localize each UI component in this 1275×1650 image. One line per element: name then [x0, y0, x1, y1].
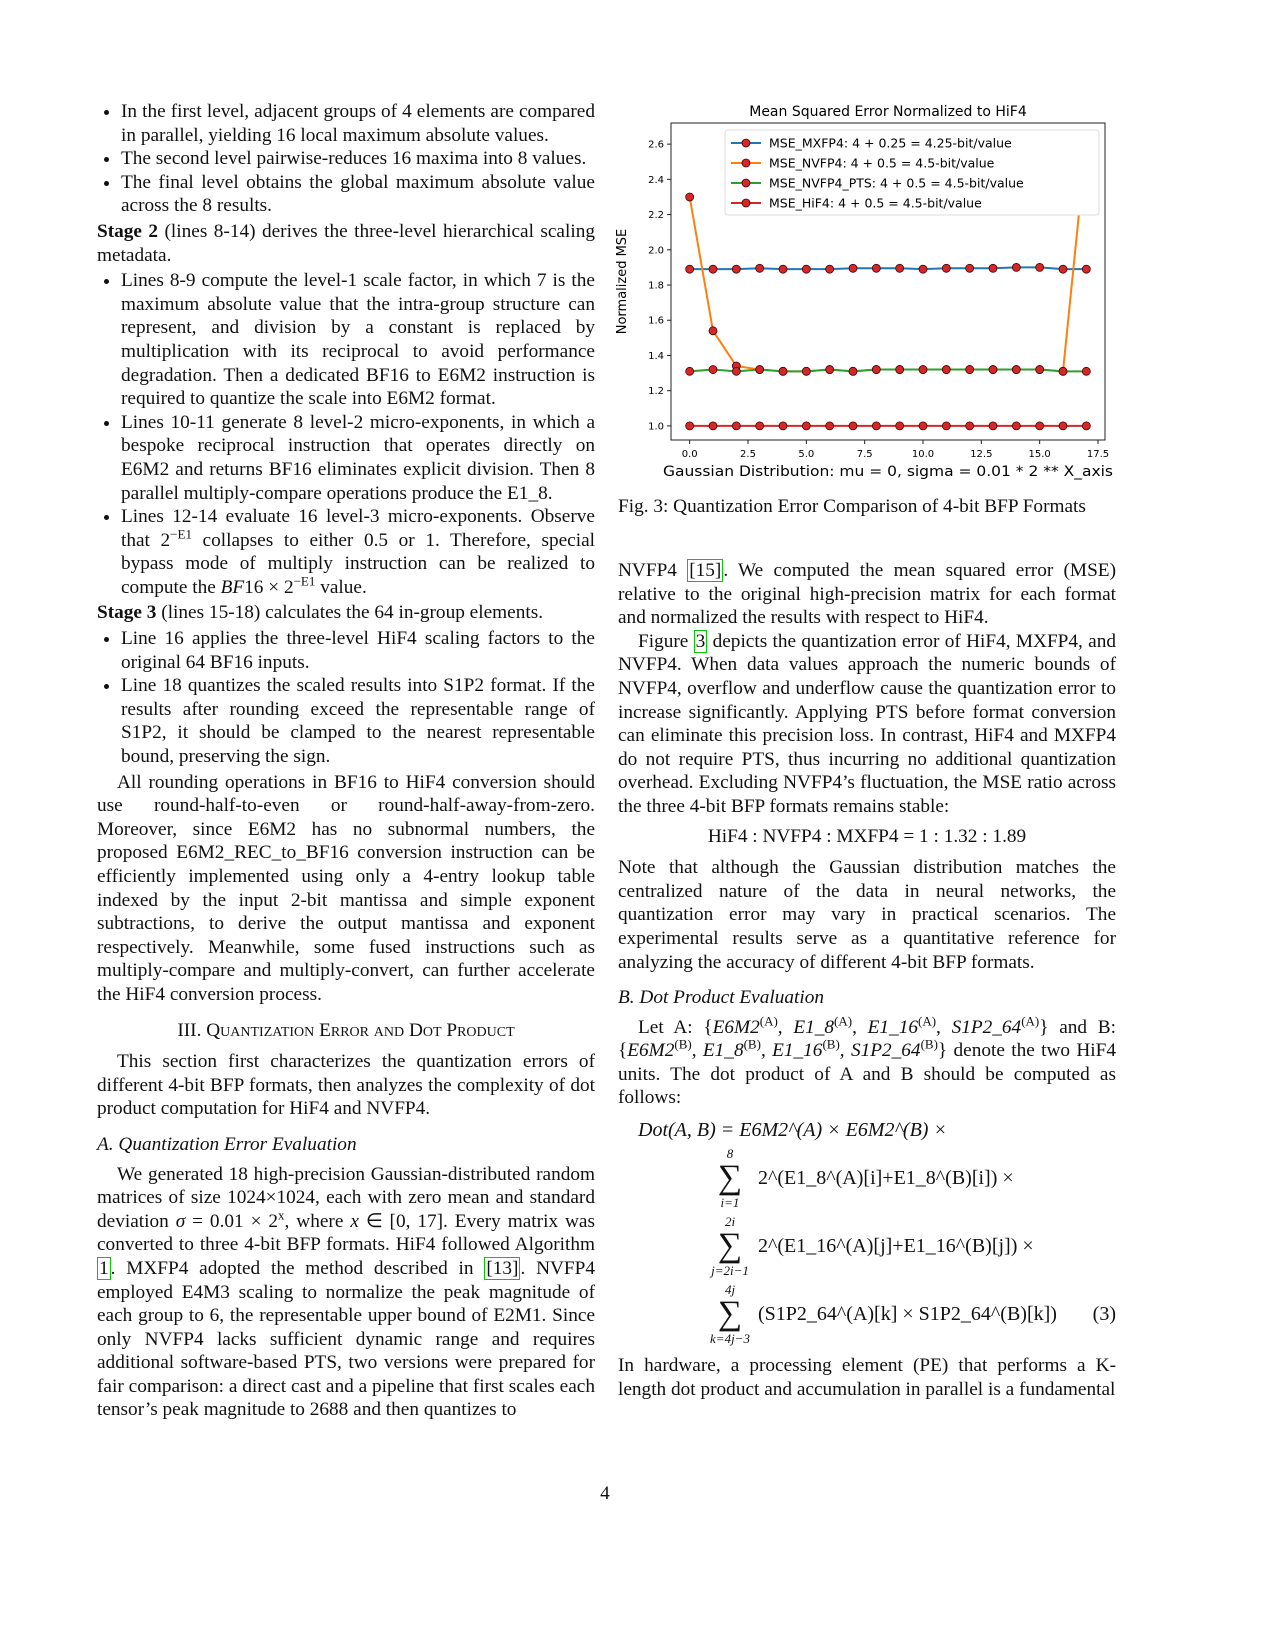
data-point — [942, 422, 950, 430]
data-point — [872, 366, 880, 374]
data-point — [1036, 263, 1044, 271]
text-run: } and B: { — [618, 1016, 1117, 1062]
text-run: S1P2_64 — [951, 1016, 1022, 1038]
data-point — [802, 422, 810, 430]
data-point — [942, 264, 950, 272]
text-run: NVFP4 — [618, 560, 688, 581]
equation-line: Dot(A, B) = E6M2^(A) × E6M2^(B) × — [638, 1119, 947, 1142]
subsection-heading — [97, 1133, 595, 1157]
data-point — [756, 366, 764, 374]
data-point — [709, 366, 717, 374]
text-run: (A) — [1021, 1013, 1040, 1029]
x-tick-label: 10.0 — [911, 449, 935, 460]
sum-block — [706, 1146, 754, 1210]
text-run: x — [278, 1207, 285, 1223]
text-run: E1_8 — [702, 1040, 744, 1062]
text-run: , — [691, 1040, 703, 1062]
reference-link[interactable]: 3 — [695, 630, 706, 652]
data-point — [849, 367, 857, 375]
paragraph — [97, 771, 595, 1007]
text-run: Stage 2 — [97, 220, 159, 242]
data-point — [802, 265, 810, 273]
text-run: B. Dot Product Evaluation — [618, 987, 824, 1009]
text-run: collapses to either 0.5 or 1. Therefore, special bypass mode of multiply instruction can be realized to compute the — [121, 529, 595, 598]
text-run: Figure — [638, 630, 694, 652]
y-tick-label: 1.2 — [648, 386, 664, 398]
paragraph — [618, 1013, 1117, 1110]
text-run: . MXFP4 adopted the method described in — [110, 1257, 485, 1279]
data-point — [1059, 265, 1067, 273]
text-run: Lines 12-14 evaluate 16 level-3 micro-exponents. Observe that 2 — [121, 506, 595, 551]
text-run: E1_16 — [772, 1040, 823, 1062]
data-point — [802, 367, 810, 375]
subsection-heading — [618, 986, 1116, 1010]
data-point — [709, 422, 717, 430]
data-point — [686, 422, 694, 430]
text-run: , — [839, 1040, 851, 1062]
text-run: The final level obtains the global maximum absolute value across the 8 results. — [121, 171, 595, 217]
data-point — [686, 265, 694, 273]
data-point — [1082, 265, 1090, 273]
figure-caption: Fig. 3: Quantization Error Comparison of 4-bit BFP Formats — [618, 496, 1086, 517]
data-point — [896, 264, 904, 272]
data-point — [966, 422, 974, 430]
sum-upper-bound: 2i — [724, 1214, 736, 1230]
data-point — [989, 422, 997, 430]
paragraph — [97, 220, 595, 267]
data-point — [849, 422, 857, 430]
text-run: (A) — [917, 1013, 937, 1029]
bullet-list — [97, 269, 595, 599]
right-column — [618, 559, 1116, 1401]
data-point — [1012, 366, 1020, 374]
data-point — [989, 366, 997, 374]
legend-label: MSE_NVFP4_PTS: 4 + 0.5 = 4.5-bit/value — [769, 175, 1024, 191]
text-run: ∈ [0, 17]. Every matrix was converted to three 4-bit BFP formats. HiF4 followed Algorithm — [97, 1210, 595, 1256]
equation-row — [706, 1214, 1116, 1278]
legend-label: MSE_HiF4: 4 + 0.5 = 4.5-bit/value — [769, 195, 982, 211]
x-tick-label: 2.5 — [740, 449, 756, 460]
data-point — [989, 264, 997, 272]
data-point — [872, 422, 880, 430]
text-run: Quantization Error and Dot Product — [206, 1019, 515, 1041]
text-run: , — [936, 1016, 952, 1038]
text-run: (B) — [743, 1036, 761, 1052]
x-tick-label: 5.0 — [798, 449, 815, 460]
text-run: Lines 8-9 compute the level-1 scale factor, in which 7 is the maximum absolute value that the intra-group structure can represent, and division by a constant is replaced by multiplication with its reciprocal to avoid performance degradation. Then a dedicated BF16 to E6M2 instruction is required to quantize the scale into E6M2 format. — [121, 270, 595, 410]
data-point — [826, 422, 834, 430]
text-run: (B) — [674, 1036, 692, 1052]
data-point — [686, 193, 694, 201]
data-point — [919, 265, 927, 273]
equation-3 — [618, 1118, 1116, 1346]
reference-link[interactable]: [13] — [486, 1257, 519, 1279]
data-point — [1082, 367, 1090, 375]
text-run: S1P2_64 — [850, 1040, 921, 1062]
paragraph — [97, 1050, 595, 1121]
x-axis-label: Gaussian Distribution: mu = 0, sigma = 0.01 * 2 ** X_axis — [663, 464, 1113, 480]
list-item — [121, 171, 595, 218]
text-run: A. Quantization Error Evaluation — [97, 1133, 357, 1155]
text-run: depicts the quantization error of HiF4, MXFP4, and NVFP4. When data values approach the numeric bounds of NVFP4, overflow and underflow cause the quantization error to increase significantly. Applying PTS before format conversion can eliminate this precision loss. In contrast, HiF4 and MXFP4 do not require PTS, thus incurring no additional quantization overhead. Excluding NVFP4’s fluctuation, the MSE ratio across the three 4-bit BFP formats remains stable: — [618, 630, 1116, 817]
text-run: = 0.01 × 2 — [185, 1210, 279, 1232]
sum-upper-bound: 4j — [724, 1282, 736, 1298]
legend-marker — [742, 159, 750, 167]
text-run: Let A: { — [638, 1016, 713, 1038]
list-item — [121, 674, 595, 768]
y-tick-label: 1.4 — [648, 350, 664, 362]
text-run: (A) — [834, 1013, 853, 1029]
y-tick-label: 2.2 — [648, 210, 664, 222]
text-run: (lines 8-14) derives the three-level hierarchical scaling metadata. — [97, 220, 595, 266]
text-run: HiF4 : NVFP4 : MXFP4 = 1 : 1.32 : 1.89 — [707, 825, 1027, 847]
list-item — [121, 147, 595, 171]
sum-lower-bound: k=4j−3 — [710, 1331, 750, 1347]
text-run: III. — [177, 1019, 207, 1041]
text-run: BF — [220, 576, 245, 598]
data-point — [1059, 422, 1067, 430]
list-item — [121, 100, 595, 147]
y-tick-label: 2.0 — [648, 245, 664, 257]
equation-term: 2^(E1_8^(A)[i]+E1_8^(B)[i]) × — [758, 1167, 1014, 1190]
text-run: In the first level, adjacent groups of 4 elements are compared in parallel, yielding 16 local maximum absolute values. — [121, 101, 595, 146]
x-tick-label: 0.0 — [681, 449, 698, 460]
sum-symbol: ∑ — [717, 1227, 743, 1265]
y-tick-label: 1.8 — [648, 280, 664, 292]
legend-label: MSE_MXFP4: 4 + 0.25 = 4.25-bit/value — [769, 135, 1012, 151]
data-point — [919, 366, 927, 374]
sum-lower-bound: j=2i−1 — [711, 1263, 749, 1279]
sum-upper-bound: 8 — [726, 1146, 734, 1162]
equation-row — [706, 1282, 1116, 1346]
equation-number: (3) — [1092, 1303, 1116, 1326]
data-point — [872, 264, 880, 272]
reference-link[interactable]: [15] — [689, 560, 722, 581]
x-tick-label: 12.5 — [970, 449, 993, 460]
data-point — [1012, 263, 1020, 271]
text-run: (A) — [759, 1013, 778, 1029]
text-run: −E1 — [293, 573, 316, 589]
text-run: Note that although the Gaussian distribution matches the centralized nature of the data in neural networks, the quantization error may vary in practical scenarios. The experimental results serve as a quantitative reference for analyzing the accuracy of different 4-bit BFP formats. — [618, 857, 1116, 973]
paragraph — [97, 601, 595, 625]
data-point — [756, 422, 764, 430]
text-run: . NVFP4 employed E4M3 scaling to normalize the peak magnitude of each group to 6, the representable upper bound of E2M1. Since only NVFP4 lacks sufficient dynamic range and requires additional software-based PTS, two versions were prepared for fair comparison: a direct cast and a pipeline that first scales each tensor’s peak magnitude to 2688 and then quantizes to — [97, 1257, 595, 1421]
list-item — [121, 505, 595, 599]
text-run: E1_16 — [867, 1016, 918, 1038]
equation-inline — [618, 825, 1116, 849]
text-run: } denote the two HiF4 units. The dot product of A and B should be computed as follows: — [618, 1040, 1117, 1109]
text-run: , — [777, 1016, 794, 1038]
x-tick-label: 15.0 — [1028, 449, 1051, 460]
chart-title: Mean Squared Error Normalized to HiF4 — [749, 104, 1027, 120]
data-point — [919, 422, 927, 430]
data-point — [896, 366, 904, 374]
text-run: σ — [175, 1210, 186, 1232]
left-column — [97, 98, 595, 1422]
data-point — [1036, 366, 1044, 374]
sum-symbol: ∑ — [717, 1295, 743, 1333]
data-point — [709, 327, 717, 335]
equation-term: 2^(E1_16^(A)[j]+E1_16^(B)[j]) × — [758, 1235, 1034, 1258]
page-number: 4 — [600, 1483, 610, 1504]
data-point — [732, 367, 740, 375]
text-run: . We computed the mean squared error (MSE) relative to the original high-precision matrix for each format and normalized the results with respect to HiF4. — [618, 560, 1116, 629]
reference-link[interactable]: 1 — [99, 1257, 109, 1279]
legend-marker — [742, 179, 750, 187]
text-run: x — [350, 1210, 359, 1232]
bullet-list — [97, 100, 595, 218]
text-run: All rounding operations in BF16 to HiF4 conversion should use round-half-to-even or round-half-away-from-zero. Moreover, since E6M2 has no subnormal numbers, the proposed E6M2_REC_to_BF16 conversion instruction can be efficiently implemented using only a 4-entry lookup table indexed by the input 2-bit mantissa and simple exponent subtractions, to derive the output mantissa and exponent respectively. Meanwhile, some fused instructions such as multiply-compare and multiply-convert, can further accelerate the HiF4 conversion process. — [97, 771, 595, 1005]
text-run: In hardware, a processing element (PE) that performs a K-length dot product and accumulation in parallel is a fundamental — [618, 1355, 1116, 1400]
text-run: (B) — [822, 1036, 840, 1052]
paragraph — [618, 1354, 1116, 1401]
data-point — [686, 367, 694, 375]
mse-chart — [615, 100, 1120, 540]
text-run: We generated 18 high-precision Gaussian-distributed random matrices of size 1024×1024, each with zero mean and standard deviation — [97, 1163, 595, 1232]
y-tick-label: 1.0 — [648, 421, 664, 433]
equation-term: (S1P2_64^(A)[k] × S1P2_64^(B)[k]) — [758, 1303, 1057, 1326]
data-point — [896, 422, 904, 430]
data-point — [1082, 422, 1090, 430]
x-tick-label: 17.5 — [1086, 449, 1110, 460]
text-run: −E1 — [170, 526, 192, 542]
list-item — [121, 269, 595, 411]
text-run: The second level pairwise-reduces 16 maxima into 8 values. — [121, 148, 587, 170]
data-point — [966, 366, 974, 374]
text-run: E6M2 — [712, 1016, 760, 1038]
legend-marker — [742, 199, 750, 207]
data-point — [1012, 422, 1020, 430]
legend-label: MSE_NVFP4: 4 + 0.5 = 4.5-bit/value — [769, 155, 995, 171]
y-tick-label: 1.6 — [648, 315, 664, 327]
sum-lower-bound: i=1 — [720, 1195, 740, 1211]
list-item — [121, 411, 595, 505]
text-run: E6M2 — [627, 1040, 675, 1062]
data-point — [966, 264, 974, 272]
data-point — [779, 265, 787, 273]
data-point — [732, 265, 740, 273]
section-heading — [97, 1019, 595, 1043]
data-point — [1036, 422, 1044, 430]
text-run: This section first characterizes the quantization errors of different 4-bit BFP formats, then analyzes the complexity of dot product computation for HiF4 and NVFP4. — [97, 1051, 595, 1120]
y-tick-label: 2.4 — [648, 174, 664, 186]
data-point — [826, 265, 834, 273]
text-run: , — [852, 1016, 868, 1038]
bullet-list — [97, 627, 595, 769]
legend-marker — [742, 139, 750, 147]
text-run: Stage 3 — [97, 602, 157, 624]
list-item — [121, 627, 595, 674]
text-run: (lines 15-18) calculates the 64 in-group elements. — [156, 602, 544, 624]
text-run: Line 16 applies the three-level HiF4 scaling factors to the original 64 BF16 inputs. — [121, 628, 595, 673]
y-tick-label: 2.6 — [648, 139, 664, 151]
paragraph — [618, 856, 1116, 974]
x-tick-label: 7.5 — [856, 449, 873, 460]
paragraph — [97, 1163, 595, 1423]
text-run: , where — [284, 1210, 351, 1232]
sum-block — [706, 1282, 754, 1346]
sum-block — [706, 1214, 754, 1278]
data-point — [826, 366, 834, 374]
text-run: Line 18 quantizes the scaled results into S1P2 format. If the results after rounding exceed the representable range of S1P2, it should be clamped to the nearest representable bound, preserving the sign. — [121, 675, 595, 768]
sum-symbol: ∑ — [717, 1159, 743, 1197]
text-run: E1_8 — [793, 1016, 835, 1038]
text-run: value. — [315, 576, 367, 598]
paragraph — [618, 630, 1116, 819]
text-run: , — [760, 1040, 773, 1062]
data-point — [942, 366, 950, 374]
data-point — [709, 265, 717, 273]
data-point — [779, 367, 787, 375]
data-point — [732, 422, 740, 430]
data-point — [756, 264, 764, 272]
equation-row — [706, 1146, 1116, 1210]
text-run: 16 × 2 — [244, 576, 294, 598]
data-point — [779, 422, 787, 430]
text-run: (B) — [920, 1036, 938, 1052]
text-run: Lines 10-11 generate 8 level-2 micro-exponents, in which a bespoke reciprocal instruction that operates directly on E6M2 and returns BF16 eliminates explicit division. Then 8 parallel multiply-compare operations produce the E1_8. — [121, 411, 595, 504]
paragraph — [618, 559, 1116, 630]
y-axis-label: Normalized MSE — [615, 228, 630, 335]
data-point — [1059, 367, 1067, 375]
data-point — [849, 264, 857, 272]
